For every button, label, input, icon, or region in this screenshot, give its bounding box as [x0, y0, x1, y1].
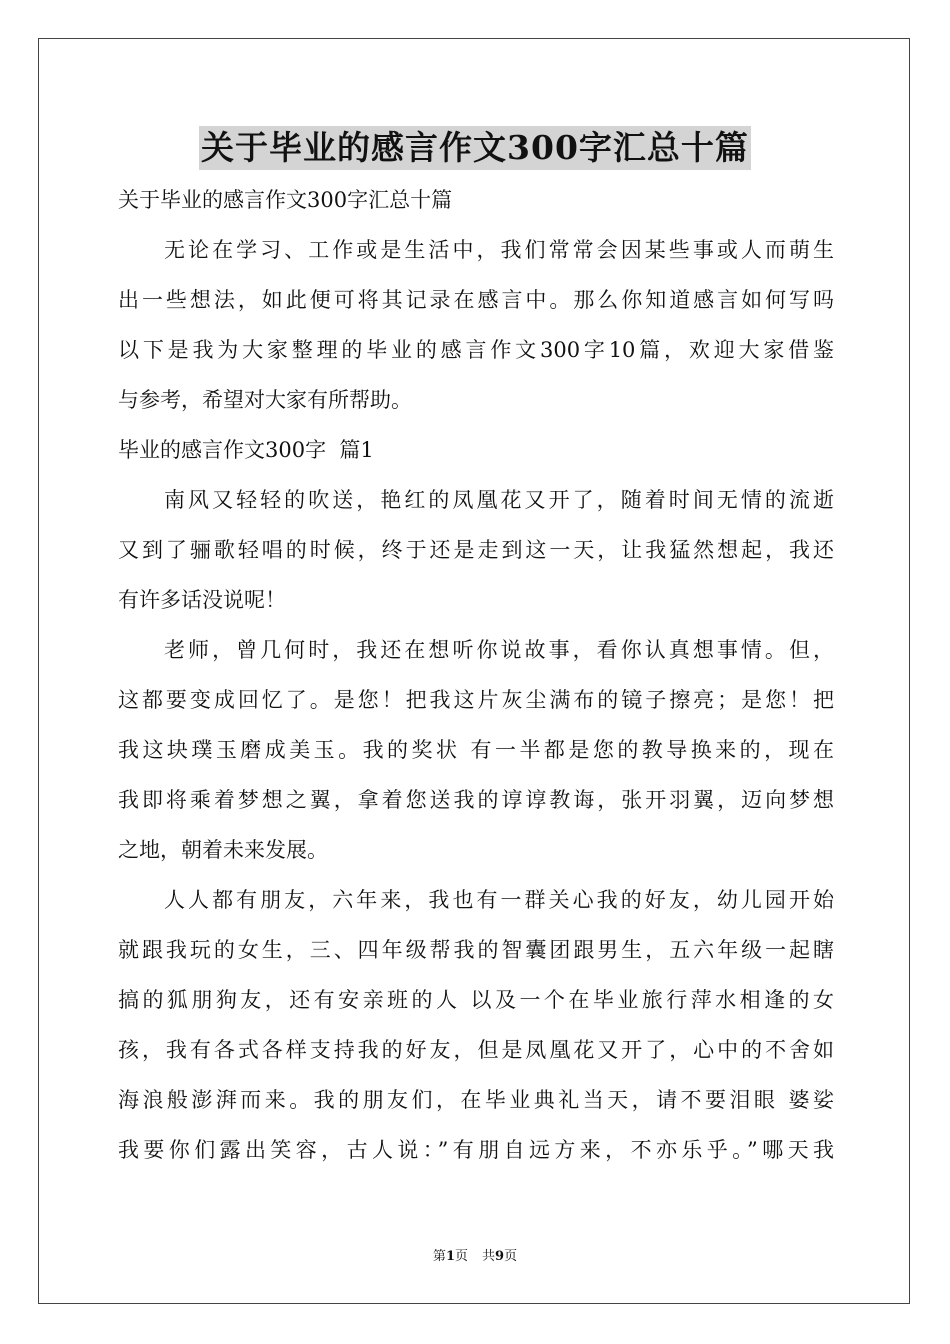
paragraph-line: 我即将乘着梦想之翼，拿着您送我的谆谆教诲，张开羽翼，迈向梦想: [118, 788, 834, 812]
paragraph-line: 南风又轻轻的吹送，艳红的凤凰花又开了，随着时间无情的流逝: [164, 488, 834, 512]
intro-line: 与参考，希望对大家有所帮助。: [118, 388, 412, 412]
title-wrap: [0, 126, 950, 170]
paragraph-2: [118, 625, 834, 875]
intro-line: 出一些想法，如此便可将其记录在感言中。那么你知道感言如何写吗: [118, 288, 834, 312]
page-total-suffix: 页: [504, 1249, 518, 1264]
intro-line: 以下是我为大家整理的毕业的感言作文300字10篇，欢迎大家借鉴: [118, 338, 834, 362]
paragraph-line: 孩，我有各式各样支持我的好友，但是凤凰花又开了，心中的不舍如: [118, 1038, 834, 1062]
intro-paragraph: [118, 225, 834, 425]
paragraph-line: 就跟我玩的女生，三、四年级帮我的智囊团跟男生，五六年级一起瞎: [118, 938, 834, 962]
document-body: [118, 175, 834, 1175]
document-subtitle: 关于毕业的感言作文300字汇总十篇: [118, 188, 453, 212]
paragraph-line: 人人都有朋友，六年来，我也有一群关心我的好友，幼儿园开始: [164, 888, 834, 912]
page-number-prefix: 第: [432, 1249, 446, 1264]
paragraph-line: 海浪般澎湃而来。我的朋友们，在毕业典礼当天，请不要泪眼 婆娑: [118, 1088, 834, 1112]
paragraph-line: 这都要变成回忆了。是您！把我这片灰尘满布的镜子擦亮；是您！把: [118, 688, 834, 712]
page-current: 1: [445, 1249, 455, 1264]
paragraph-line: 老师，曾几何时，我还在想听你说故事，看你认真想事情。但，: [164, 638, 834, 662]
paragraph-line: 之地，朝着未来发展。: [118, 838, 328, 862]
page-total: 9: [495, 1249, 505, 1264]
paragraph-line: 又到了骊歌轻唱的时候，终于还是走到这一天，让我猛然想起，我还: [118, 538, 834, 562]
page-footer: [0, 1248, 950, 1266]
intro-line: 无论在学习、工作或是生活中，我们常常会因某些事或人而萌生: [164, 238, 834, 262]
document-title: 关于毕业的感言作文300字汇总十篇: [199, 126, 751, 170]
page-number-suffix: 页: [454, 1249, 468, 1264]
section-heading: 毕业的感言作文300字 篇1: [118, 438, 374, 462]
paragraph-1: [118, 475, 834, 625]
paragraph-line: 有许多话没说呢！: [118, 588, 286, 612]
page-total-prefix: 共: [482, 1249, 496, 1264]
paragraph-line: 我这块璞玉磨成美玉。我的奖状 有一半都是您的教导换来的，现在: [118, 738, 834, 762]
paragraph-3: [118, 875, 834, 1175]
paragraph-line: 搞的狐朋狗友，还有安亲班的人 以及一个在毕业旅行萍水相逢的女: [118, 988, 834, 1012]
paragraph-line: 我要你们露出笑容，古人说：”有朋自远方来，不亦乐乎。”哪天我: [118, 1138, 834, 1162]
